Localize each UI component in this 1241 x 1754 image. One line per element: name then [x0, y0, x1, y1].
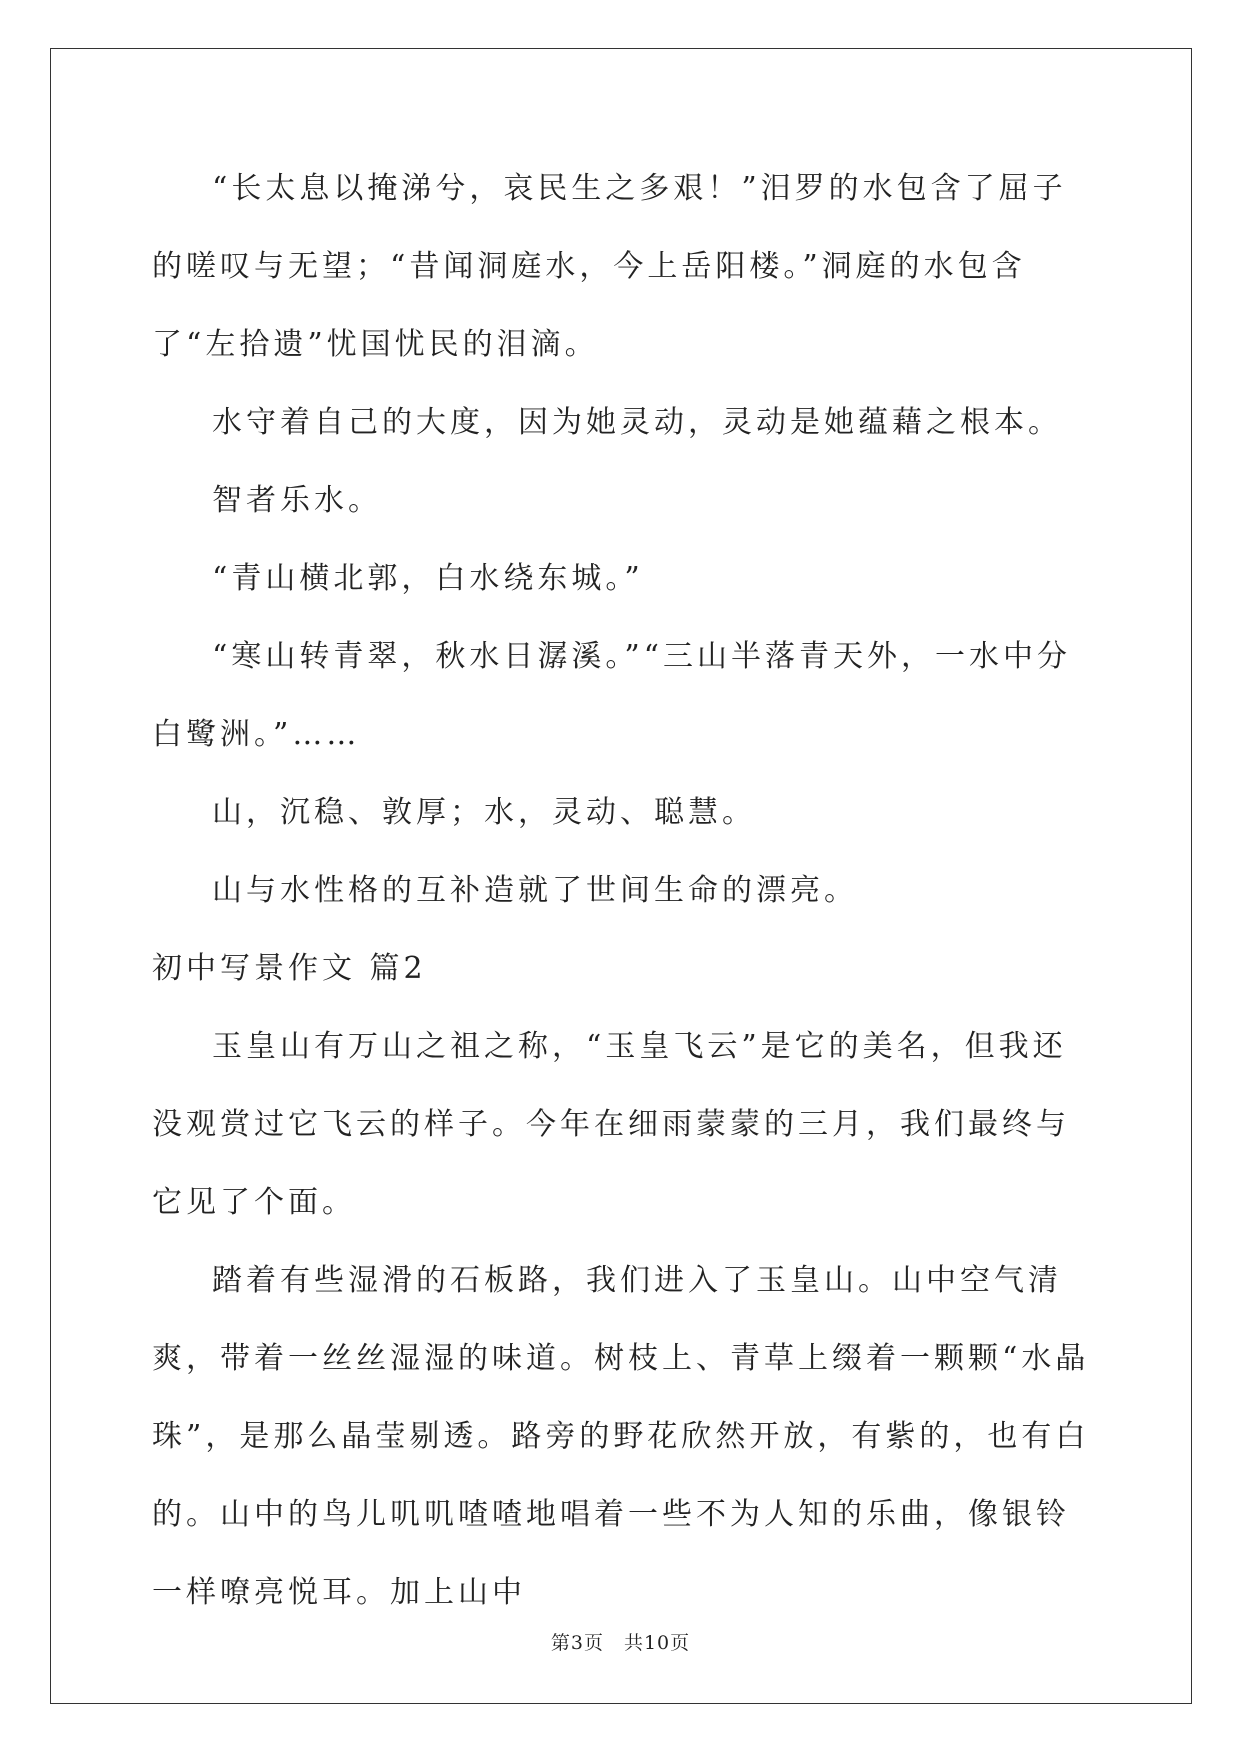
- document-body: [152, 150, 1092, 1632]
- paragraph-5: “寒山转青翠，秋水日潺溪。”“三山半落青天外，一水中分白鹭洲。”……: [152, 639, 1072, 752]
- paragraph-8: 玉皇山有万山之祖之称，“玉皇飞云”是它的美名，但我还没观赏过它飞云的样子。今年在细雨蒙蒙的三月，我们最终与它见了个面。: [152, 1029, 1070, 1220]
- paragraph-6: 山，沉稳、敦厚；水，灵动、聪慧。: [212, 795, 756, 830]
- paragraph-1: “长太息以掩涕兮，哀民生之多艰！”汨罗的水包含了屈子的嗟叹与无望；“昔闻洞庭水，今上岳阳楼。”洞庭的水包含了“左拾遗”忧国忧民的泪滴。: [152, 171, 1067, 362]
- paragraph-7: 山与水性格的互补造就了世间生命的漂亮。: [212, 873, 858, 908]
- paragraph-3: 智者乐水。: [212, 483, 382, 518]
- section-heading: 初中写景作文 篇2: [152, 951, 427, 986]
- paragraph-9: 踏着有些湿滑的石板路，我们进入了玉皇山。山中空气清爽，带着一丝丝湿湿的味道。树枝上、青草上缀着一颗颗“水晶珠”，是那么晶莹剔透。路旁的野花欣然开放，有紫的，也有白的。山中的鸟儿叽叽喳喳地唱着一些不为人知的乐曲，像银铃一样嘹亮悦耳。加上山中: [152, 1263, 1090, 1610]
- page-number: 第3页 共10页: [550, 1632, 691, 1654]
- paragraph-4: “青山横北郭，白水绕东城。”: [212, 561, 644, 596]
- paragraph-2: 水守着自己的大度，因为她灵动，灵动是她蕴藉之根本。: [212, 405, 1062, 440]
